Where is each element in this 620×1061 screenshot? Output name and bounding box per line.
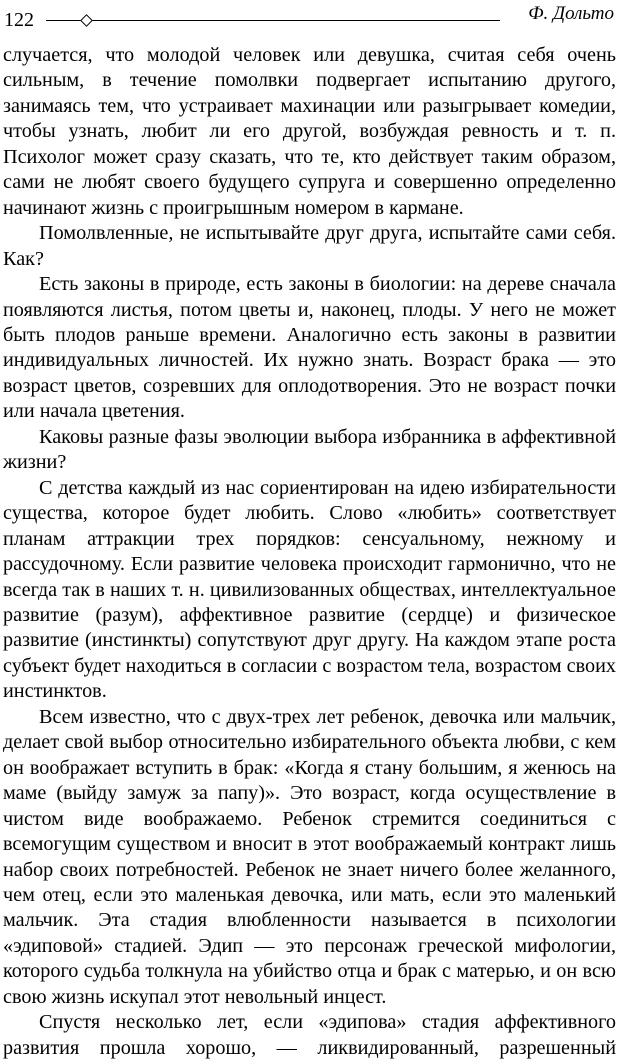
body-text — [3, 43, 616, 1061]
paragraph: Есть законы в природе, есть законы в биологии: на дереве сначала появляются листья, потом цветы и, наконец, плоды. У него не может быть плодов раньше времени. Аналогично есть законы в развитии индивидуальных личностей. Их нужно знать. Возраст брака — это возраст цветов, созревших для оплодотворения. Это не возраст почки или начала цветения. — [3, 273, 616, 423]
page-header — [0, 0, 620, 36]
running-head-author: Ф. Дольто — [528, 3, 614, 24]
paragraph: Всем известно, что с двух-трех лет ребенок, девочка или мальчик, делает свой выбор относительно избирательного объекта любви, с кем он воображает вступить в брак: «Когда я стану большим, я женюсь на маме (выйду замуж за папу)». Это возраст, когда осуществление в чистом виде воображаемо. Ребенок стремится соединиться с всемогущим существом и вносит в этот воображаемый контракт лишь набор своих потребностей. Ребенок не знает ничего более желанного, чем отец, если это маленькая девочка, или мать, если это маленький мальчик. Эта стадия влюбленности называется в психологии «эдиповой» стадией. Эдип — это персонаж греческой мифологии, которого судьба толкнула на убийство отца и брак с матерью, и он всю свою жизнь искупал этот невольный инцест. — [3, 705, 616, 1008]
paragraph: Помолвленные, не испытывайте друг друга, испытайте сами себя. Как? — [3, 222, 616, 270]
paragraph: С детства каждый из нас сориентирован на идею избирательности существа, которое будет любить. Слово «любить» соответствует планам аттракции трех порядков: сенсуальному, нежному и рассудочному. Если развитие человека происходит гармонично, что не всегда так в наших т. н. цивилизованных обществах, интеллектуальное развитие (разум), аффективное развитие (сердце) и физическое развитие (инстинкты) сопутствуют друг другу. На каждом этапе роста субъект будет находиться в согласии с возрастом тела, возрастом своих инстинктов. — [3, 476, 616, 703]
paragraph: Спустя несколько лет, если «эдипова» стадия аффективного развития прошла хорошо, — ликвидированный, разрешенный — [3, 1011, 616, 1059]
paragraph: Каковы разные фазы эволюции выбора избранника в аффективной жизни? — [3, 425, 616, 474]
diamond-ornament-icon — [80, 14, 93, 27]
page-number: 122 — [4, 9, 34, 31]
paragraph: случается, что молодой человек или девушка, считая себя очень сильным, в течение помолвки подвергает испытанию другого, занимаясь тем, что устраивает махинации или разыгрывает комедии, чтобы узнать, любит ли его другой, возбуждая ревность и т. п. Психолог может сразу сказать, что те, кто действует таким образом, сами не любят своего будущего супруга и совершенно определенно начинают жизнь с проигрышным номером в кармане. — [3, 44, 616, 219]
header-rule — [46, 20, 500, 21]
